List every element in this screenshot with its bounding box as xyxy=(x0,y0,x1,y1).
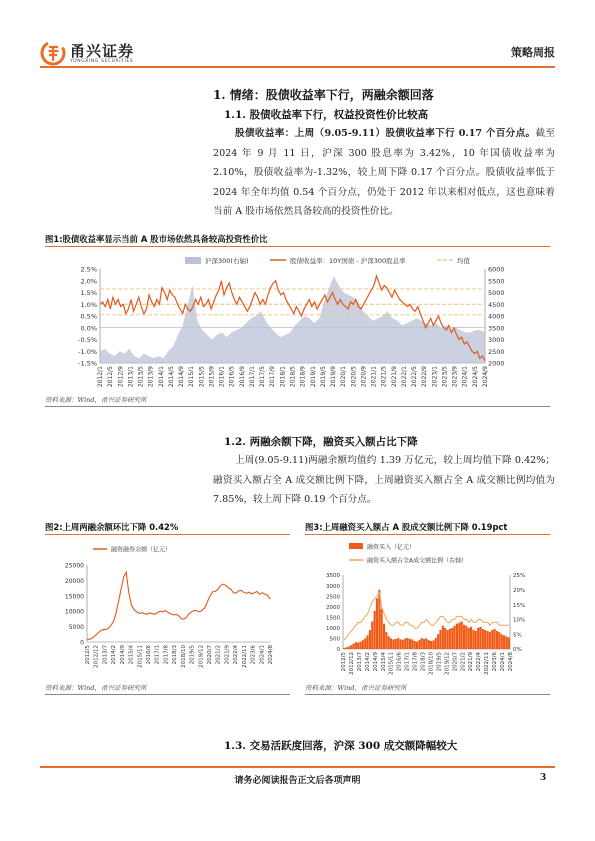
x-tick-label: 2013/7 xyxy=(356,652,363,672)
y-right-tick-label: 0% xyxy=(513,647,522,654)
bar-financing-buy xyxy=(484,630,486,649)
y-left-tick-label: 1.5% xyxy=(80,289,97,297)
bar-financing-buy xyxy=(442,626,444,649)
bar-financing-buy xyxy=(400,639,402,649)
x-tick-label: 2019/5 xyxy=(319,366,327,388)
y-left-tick-label: 1.0% xyxy=(80,300,97,309)
x-tick-label: 2023/9 xyxy=(451,366,459,388)
x-tick-label: 2022/4 xyxy=(476,652,483,672)
bar-financing-buy xyxy=(505,636,507,649)
x-tick-label: 2013/5 xyxy=(137,366,145,388)
figure-3-top-rule xyxy=(305,534,550,535)
paragraph-1-1-body: 截至 2024 年 9 月 11 日，沪深 300 股息率为 3.42%，10 年国债收益率为 2.10%，股债收益率为-1.32%，较上周下降 0.17 个百分点。股债收益率低于 2024 年全年均值 0.54 个百分点，仍处于 2012 年以来相对低点，这也意味着当前 A 股市场依然具备较高的投资性价比。 xyxy=(213,128,556,217)
bar-financing-buy xyxy=(357,643,359,649)
y-right-tick-label: 4500 xyxy=(488,300,505,309)
bar-financing-buy xyxy=(348,647,350,650)
x-tick-label: 2019/5 xyxy=(436,652,443,672)
x-tick-label: 2014/9 xyxy=(119,645,126,665)
x-tick-label: 2014/9 xyxy=(178,366,186,388)
bar-financing-buy xyxy=(369,630,371,649)
x-tick-label: 2016/6 xyxy=(396,652,403,672)
bar-financing-buy xyxy=(367,635,369,649)
x-tick-label: 2014/9 xyxy=(372,652,379,672)
y-right-tick-label: 5000 xyxy=(488,289,505,297)
paragraph-1-1 xyxy=(213,124,555,222)
figure-1-legend xyxy=(185,256,471,265)
x-tick-label: 2013/1 xyxy=(127,366,135,388)
x-tick-label: 2023/6 xyxy=(250,645,257,665)
footer-rule xyxy=(40,766,555,768)
section-title: 1. 情绪：股债收益率下行，两融余额回落 xyxy=(213,88,434,102)
bar-financing-buy xyxy=(430,641,432,649)
x-tick-label: 2021/1 xyxy=(370,366,378,388)
bar-financing-buy xyxy=(475,631,477,649)
x-tick-label: 2020/7 xyxy=(452,652,459,672)
bar-financing-buy xyxy=(439,630,441,649)
y-tick-label: 15000 xyxy=(64,593,84,601)
x-tick-label: 2018/10 xyxy=(180,645,187,668)
figure-2-chart xyxy=(45,537,290,677)
x-tick-label: 2017/5 xyxy=(259,366,267,388)
y-right-tick-label: 25% xyxy=(513,573,526,580)
x-tick-label: 2020/7 xyxy=(207,645,213,665)
figure-2-plot xyxy=(65,563,274,668)
figure-1-bottom-rule xyxy=(45,406,550,407)
x-tick-label: 2012/5 xyxy=(85,645,91,665)
x-tick-label: 2014/2 xyxy=(111,645,118,665)
bar-financing-buy xyxy=(364,638,366,649)
x-tick-label: 2021/9 xyxy=(224,645,231,665)
x-tick-label: 2023/5 xyxy=(441,366,449,388)
bar-financing-buy xyxy=(487,631,489,649)
y-left-tick-label: 2500 xyxy=(326,594,340,601)
bar-financing-buy xyxy=(374,611,376,649)
x-tick-label: 2013/9 xyxy=(147,366,155,388)
bar-financing-buy xyxy=(411,640,413,650)
bar-financing-buy xyxy=(397,638,399,649)
y-left-tick-label: 2000 xyxy=(326,604,340,611)
y-left-tick-label: 2.5% xyxy=(80,265,97,274)
legend-label-spread: 股债收益率：10Y国债 - 沪深300股息率 xyxy=(290,257,406,265)
y-tick-label: 5000 xyxy=(68,624,84,632)
bar-financing-buy xyxy=(437,634,439,649)
bar-financing-buy xyxy=(482,629,484,649)
bar-financing-buy xyxy=(461,622,463,650)
x-tick-label: 2024/1 xyxy=(500,652,507,672)
y-left-tick-label: 500 xyxy=(329,636,340,643)
x-tick-label: 2016/5 xyxy=(228,366,236,388)
figure-1-chart xyxy=(45,249,550,392)
legend-label-margin-balance: 融资融券余额（亿元） xyxy=(111,546,172,554)
x-tick-label: 2019/5 xyxy=(189,645,196,665)
bar-financing-buy xyxy=(468,628,470,649)
bar-financing-buy xyxy=(385,632,387,649)
x-tick-label: 2012/12 xyxy=(348,652,355,675)
bar-financing-buy xyxy=(489,632,491,649)
y-left-tick-label: 0.5% xyxy=(80,312,97,321)
legend-label-mean: 均值 xyxy=(457,257,470,265)
legend-label-hs300: 沪深300(右轴) xyxy=(205,257,249,265)
x-tick-label: 2014/2 xyxy=(364,652,371,672)
x-tick-label: 2020/1 xyxy=(340,366,348,388)
bar-financing-buy xyxy=(501,634,503,649)
x-tick-label: 2018/3 xyxy=(420,652,427,672)
y-left-tick-label: -1.0% xyxy=(78,347,97,356)
brand-name: 甬兴证券 xyxy=(70,41,135,60)
x-tick-label: 2024/5 xyxy=(471,366,479,388)
y-left-tick-label: -1.5% xyxy=(78,359,97,368)
bar-financing-buy xyxy=(449,629,451,649)
x-tick-label: 2012/5 xyxy=(341,652,347,672)
bar-financing-buy xyxy=(496,631,498,649)
y-right-tick-label: 5500 xyxy=(488,277,505,286)
x-tick-label: 2017/8 xyxy=(412,652,419,672)
bar-financing-buy xyxy=(508,637,510,649)
bar-financing-buy xyxy=(383,624,385,649)
y-tick-label: 0 xyxy=(80,639,84,647)
y-right-tick-label: 15% xyxy=(513,602,526,609)
y-right-tick-label: 10% xyxy=(513,617,526,624)
brand-mark-icon xyxy=(40,40,66,66)
bar-financing-buy xyxy=(395,639,397,649)
x-tick-label: 2022/9 xyxy=(421,366,429,388)
bar-financing-buy xyxy=(343,648,345,649)
x-tick-label: 2022/11 xyxy=(484,652,491,675)
bar-financing-buy xyxy=(407,638,409,649)
bar-financing-buy xyxy=(416,642,418,649)
figure-1-plot xyxy=(78,266,504,388)
bar-financing-buy xyxy=(352,644,354,649)
paragraph-1-1-lead: 股债收益率：上周（9.05-9.11）股债收益率下行 0.17 个百分点。 xyxy=(235,128,536,139)
document-type: 策略周报 xyxy=(511,46,555,59)
x-tick-label: 2012/5 xyxy=(107,366,115,388)
footer-statement: 请务必阅读报告正文后各项声明 xyxy=(234,776,361,786)
x-tick-label: 2024/1 xyxy=(461,366,469,388)
y-right-tick-label: 20% xyxy=(513,588,526,594)
bar-financing-buy xyxy=(376,598,378,649)
x-tick-label: 2015/5 xyxy=(198,366,206,388)
x-tick-label: 2019/12 xyxy=(444,652,451,675)
bar-financing-buy xyxy=(470,627,472,649)
bar-financing-buy xyxy=(477,628,479,649)
x-tick-label: 2016/9 xyxy=(238,366,246,388)
figure-1-source: 资料来源：Wind，甬兴证券研究所 xyxy=(45,396,147,404)
y-left-tick-label: 2.0% xyxy=(80,277,97,286)
bar-financing-buy xyxy=(435,638,437,649)
x-tick-label: 2021/9 xyxy=(468,652,475,672)
bar-financing-buy xyxy=(362,640,364,649)
x-tick-label: 2024/8 xyxy=(508,652,514,672)
bar-financing-buy xyxy=(432,641,434,650)
y-left-tick-label: 1500 xyxy=(326,615,340,622)
x-tick-label: 2017/8 xyxy=(163,645,170,665)
x-tick-label: 2013/7 xyxy=(102,645,109,665)
bar-financing-buy xyxy=(414,641,416,649)
bar-financing-buy xyxy=(392,640,394,650)
subsection-title-1-3: 1.3. 交易活跃度回落，沪深 300 成交额降幅较大 xyxy=(224,740,458,752)
x-tick-label: 2016/6 xyxy=(146,645,152,665)
y-right-tick-label: 4000 xyxy=(488,312,505,321)
bar-financing-buy xyxy=(425,638,427,649)
x-tick-label: 2022/5 xyxy=(411,366,419,388)
bar-financing-buy xyxy=(494,629,496,649)
x-tick-label: 2015/1 xyxy=(188,366,196,388)
y-tick-label: 10000 xyxy=(64,608,84,616)
bar-financing-buy xyxy=(465,626,467,649)
x-tick-label: 2022/4 xyxy=(233,645,240,665)
x-tick-label: 2019/9 xyxy=(330,366,338,388)
bar-financing-buy xyxy=(381,609,383,649)
x-tick-label: 2024/8 xyxy=(268,645,274,665)
figure-2-title: 图2:上周两融余额环比下降 0.42% xyxy=(45,522,179,532)
bar-financing-buy xyxy=(360,642,362,649)
x-tick-label: 2021/2 xyxy=(215,645,222,665)
x-tick-label: 2017/1 xyxy=(248,366,256,388)
y-right-tick-label: 2500 xyxy=(488,347,505,356)
x-tick-label: 2017/1 xyxy=(154,645,161,665)
x-tick-label: 2015/11 xyxy=(137,645,144,668)
figure-3-chart xyxy=(305,537,550,677)
bar-financing-buy xyxy=(491,630,493,649)
subsection-title-1-2: 1.2. 两融余额下降，融资买入额占比下降 xyxy=(224,436,418,448)
figure-3-title: 图3:上周融资买入额占 A 股成交额比例下降 0.19pct xyxy=(305,522,508,532)
y-right-tick-label: 3500 xyxy=(488,324,505,333)
x-tick-label: 2015/4 xyxy=(380,652,387,672)
figure-3-plot xyxy=(326,573,525,675)
bar-financing-buy xyxy=(371,622,373,650)
legend-label-financing-buy: 融资买入（亿元） xyxy=(367,544,416,551)
x-tick-label: 2022/1 xyxy=(400,366,408,388)
figure-1-title: 图1:股债收益率显示当前 A 股市场依然具备较高投资性价比 xyxy=(45,234,268,244)
x-tick-label: 2018/5 xyxy=(289,366,297,388)
y-tick-label: 20000 xyxy=(64,577,84,585)
bar-financing-buy xyxy=(423,639,425,649)
bar-financing-buy xyxy=(355,642,357,649)
bar-financing-buy xyxy=(350,645,352,649)
x-tick-label: 2016/1 xyxy=(218,366,226,388)
bar-financing-buy xyxy=(463,625,465,649)
bar-financing-buy xyxy=(421,638,423,649)
x-tick-label: 2017/1 xyxy=(404,652,411,672)
x-tick-label: 2022/11 xyxy=(241,645,248,668)
x-tick-label: 2020/9 xyxy=(360,366,368,388)
x-tick-label: 2014/5 xyxy=(167,366,175,388)
series-line-margin-balance xyxy=(87,572,270,639)
bar-financing-buy xyxy=(388,636,390,649)
bar-financing-buy xyxy=(409,639,411,649)
legend-label-financing-ratio: 融资买入额占全A成交额比例（右轴） xyxy=(367,557,468,565)
bar-financing-buy xyxy=(498,632,500,649)
x-tick-label: 2015/9 xyxy=(208,366,216,388)
legend-swatch-hs300 xyxy=(185,257,201,264)
x-tick-label: 2019/12 xyxy=(198,645,205,668)
y-right-tick-label: 3000 xyxy=(488,336,505,344)
bar-financing-buy xyxy=(503,635,505,649)
bar-financing-buy xyxy=(390,638,392,649)
bar-financing-buy xyxy=(458,623,460,649)
x-tick-label: 2020/5 xyxy=(350,366,358,388)
brand-logo xyxy=(40,40,134,66)
bar-financing-buy xyxy=(444,628,446,649)
bar-financing-buy xyxy=(454,626,456,649)
bar-financing-buy xyxy=(402,640,404,649)
y-left-tick-label: 1000 xyxy=(326,626,340,633)
x-tick-label: 2018/1 xyxy=(279,366,287,388)
x-tick-label: 2019/1 xyxy=(309,366,317,388)
x-tick-label: 2012/1 xyxy=(97,366,104,388)
y-left-tick-label: 0.0% xyxy=(80,324,97,333)
bar-financing-buy xyxy=(447,630,449,649)
subsection-title-1-1: 1.1. 股债收益率下行，权益投资性价比较高 xyxy=(224,109,429,121)
x-tick-label: 2024/9 xyxy=(482,366,489,388)
x-tick-label: 2023/6 xyxy=(492,652,499,672)
y-left-tick-label: 0 xyxy=(336,647,340,654)
x-tick-label: 2018/3 xyxy=(172,645,179,665)
x-tick-label: 2015/11 xyxy=(388,652,395,675)
y-left-tick-label: 3500 xyxy=(326,573,340,580)
figure-3-bottom-rule xyxy=(305,694,550,695)
bar-financing-buy xyxy=(479,627,481,649)
y-right-tick-label: 5% xyxy=(513,632,522,639)
figure-2-bottom-rule xyxy=(45,694,290,695)
page-number: 3 xyxy=(540,773,547,783)
x-tick-label: 2012/12 xyxy=(93,645,100,668)
bar-financing-buy xyxy=(418,640,420,649)
y-left-tick-label: -0.5% xyxy=(78,336,97,344)
y-tick-label: 25000 xyxy=(64,562,84,570)
bar-financing-buy xyxy=(472,630,474,649)
figure-2-source: 资料来源：Wind，甬兴证券研究所 xyxy=(45,684,147,692)
x-tick-label: 2023/1 xyxy=(431,366,439,388)
y-right-tick-label: 6000 xyxy=(488,265,505,274)
x-tick-label: 2021/5 xyxy=(380,366,388,388)
header-rule xyxy=(40,66,555,68)
bar-financing-buy xyxy=(345,647,347,649)
x-tick-label: 2017/9 xyxy=(269,366,277,388)
x-tick-label: 2015/4 xyxy=(128,645,135,665)
x-tick-label: 2018/10 xyxy=(428,652,435,675)
bar-financing-buy xyxy=(428,640,430,649)
x-tick-label: 2021/2 xyxy=(460,652,467,672)
figure-3-source: 资料来源：Wind，甬兴证券研究所 xyxy=(305,684,407,692)
legend-swatch-financing-buy xyxy=(349,543,363,549)
x-tick-label: 2018/9 xyxy=(299,366,307,388)
x-tick-label: 2024/1 xyxy=(259,645,266,665)
paragraph-1-2: 上周(9.05-9.11)两融余额均值约 1.39 万亿元，较上周均值下降 0.42%；融资买入额占全 A 成交额比例下降，上周融资买入额占全 A 成交额比例均值为 7.85%，较上周下降 0.19 个百分点。 xyxy=(213,455,555,505)
y-left-tick-label: 3000 xyxy=(326,583,340,590)
x-tick-label: 2014/1 xyxy=(157,366,165,388)
figure-2-top-rule xyxy=(45,534,290,535)
bar-financing-buy xyxy=(404,638,406,649)
y-right-tick-label: 2000 xyxy=(488,359,505,368)
x-tick-label: 2021/9 xyxy=(390,366,398,388)
bar-financing-buy xyxy=(456,624,458,649)
x-tick-label: 2012/9 xyxy=(117,366,125,388)
brand-name-en: YONGXING SECURITIES xyxy=(70,58,134,64)
bar-financing-buy xyxy=(451,628,453,649)
figure-1-top-rule xyxy=(45,246,550,247)
